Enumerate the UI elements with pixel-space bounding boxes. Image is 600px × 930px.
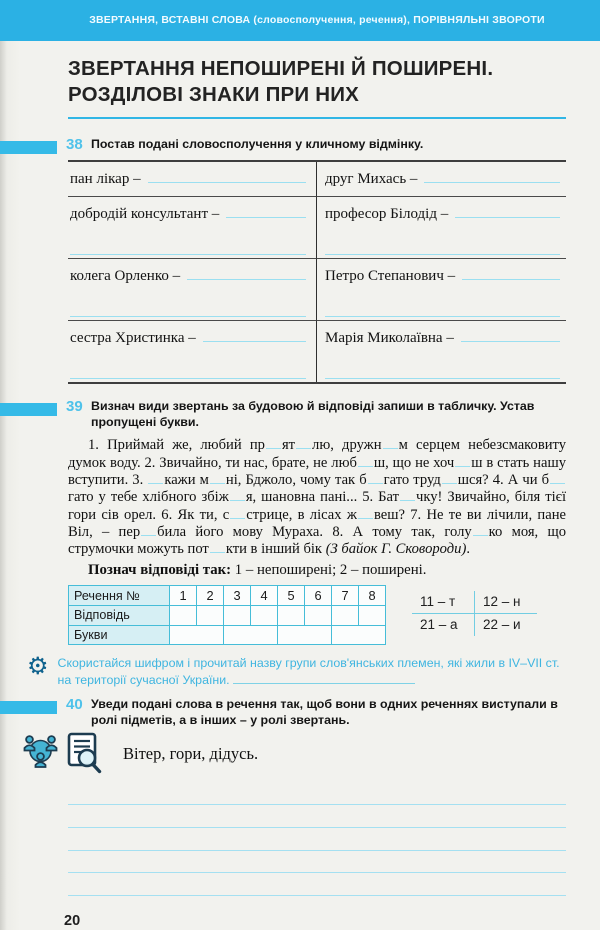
sentence-number-cell: 4 xyxy=(250,586,277,605)
phrase-label: колега Орленко – xyxy=(70,268,181,285)
exercise-39 xyxy=(0,399,600,688)
letter-gap[interactable] xyxy=(383,437,398,449)
answer-line[interactable] xyxy=(325,353,560,379)
writing-line[interactable] xyxy=(68,782,566,805)
answer-blank[interactable] xyxy=(424,167,560,183)
letter-gap[interactable] xyxy=(473,524,488,536)
sentence-number-cell: 2 xyxy=(196,586,223,605)
vocative-cell xyxy=(317,259,566,321)
answer-line[interactable] xyxy=(325,229,560,255)
writing-line[interactable] xyxy=(68,828,566,851)
letter-gap[interactable] xyxy=(210,472,225,484)
vocative-cell xyxy=(317,197,566,259)
vocative-cell xyxy=(317,162,566,197)
vocative-cell xyxy=(317,321,566,382)
phrase-label: професор Білодід – xyxy=(325,206,449,223)
cipher-key xyxy=(412,591,537,636)
title-divider xyxy=(68,117,566,119)
group-work-icon xyxy=(22,731,59,776)
exercise-38-instruction: Постав подані словосполучення у кличному відмінку. xyxy=(91,137,424,152)
answer-cell[interactable] xyxy=(196,605,223,625)
letter-gap[interactable] xyxy=(266,437,281,449)
exercise-38-number: 38 xyxy=(66,136,83,154)
answer-cell[interactable] xyxy=(223,605,250,625)
page-number: 20 xyxy=(64,913,81,930)
cipher-cell: 21 – а xyxy=(412,614,475,636)
letters-cell[interactable] xyxy=(223,625,277,645)
vocative-cell xyxy=(68,321,317,382)
letter-gap[interactable] xyxy=(148,472,163,484)
phrase-label: сестра Христинка – xyxy=(70,330,196,347)
answers-table xyxy=(68,585,386,645)
answer-blank[interactable] xyxy=(226,202,306,218)
vocative-table xyxy=(68,160,566,384)
writing-lines xyxy=(68,782,566,896)
sentence-number-cell: 3 xyxy=(223,586,250,605)
hint-block xyxy=(27,654,566,688)
phrase-label: добродій консультант – xyxy=(70,206,220,223)
exercise-39-instruction: Визнач види звертань за будовою й відповіді запиши в табличку. Устав пропущені букви. xyxy=(91,399,535,429)
chapter-banner xyxy=(0,0,600,41)
answer-blank[interactable] xyxy=(203,326,306,342)
phrase-label: Петро Степанович – xyxy=(325,268,456,285)
answer-cell[interactable] xyxy=(169,605,196,625)
cipher-cell: 11 – т xyxy=(412,591,475,614)
letter-gap[interactable] xyxy=(455,455,470,467)
answer-blank[interactable] xyxy=(187,264,306,280)
letter-gap[interactable] xyxy=(210,541,225,553)
exercise-39-text: 1. Приймай же, любий пр ят лю, дружн м серцем небезсмаковиту думок воду. 2. Звичайно, ти нас, брате, не люб ш, що не хоч ш в стать нашу вступити. 3. кажи м ні, Бджоло, чому так б гато труд шся? 4. А чи бгато у тебе хлібного збіж я, шановна пані... 5. Бат чку! Звичайно, біля тієї гори сів орел. 6. Як ти, с стрице, в лісах ж веш? 7. Не те ви лічили, пане Віл, – пер била його мову Мураха. 8. А тому так, голу ко моя, що струмочки можуть пот кти в інший бік (З байок Г. Сковороди). xyxy=(68,437,567,558)
answer-line[interactable] xyxy=(325,291,560,317)
page-title: ЗВЕРТАННЯ НЕПОШИРЕНІ Й ПОШИРЕНІ. РОЗДІЛОВІ ЗНАКИ ПРИ НИХ xyxy=(68,57,494,106)
answer-blank[interactable] xyxy=(461,326,560,342)
exercise-40-number: 40 xyxy=(66,696,83,714)
exercise-39-number: 39 xyxy=(66,398,83,416)
letter-gap[interactable] xyxy=(296,437,311,449)
exercise-40 xyxy=(0,697,600,896)
vocative-cell xyxy=(68,259,317,321)
hint-text: Скористайся шифром і прочитай назву групи слов'янських племен, які жили в IV–VII ст. на території сучасної України. xyxy=(57,656,560,687)
row-label: Відповідь xyxy=(69,605,169,625)
letter-gap[interactable] xyxy=(400,489,415,501)
answer-blank[interactable] xyxy=(148,167,306,183)
phrase-label: Марія Миколаївна – xyxy=(325,330,454,347)
answer-blank[interactable] xyxy=(462,264,560,280)
letter-gap[interactable] xyxy=(550,472,565,484)
exercise-40-marker xyxy=(0,701,57,714)
hint-answer-blank[interactable] xyxy=(233,673,415,684)
answer-cell[interactable] xyxy=(331,605,358,625)
exercise-40-instruction: Уведи подані слова в речення так, щоб вони в одних реченнях виступали в ролі підметів, а в інших – у ролі звертань. xyxy=(91,697,558,727)
answer-blank[interactable] xyxy=(455,202,560,218)
writing-line[interactable] xyxy=(68,851,566,874)
letter-gap[interactable] xyxy=(442,472,457,484)
vocative-cell xyxy=(68,197,317,259)
answer-cell[interactable] xyxy=(304,605,331,625)
chapter-banner-text: ЗВЕРТАННЯ, ВСТАВНІ СЛОВА (словосполучення, речення), ПОРІВНЯЛЬНІ ЗВОРОТИ xyxy=(89,14,545,26)
sentence-number-cell: 1 xyxy=(169,586,196,605)
text-source: (З байок Г. Сковороди) xyxy=(325,541,467,558)
sentence-number-cell: 8 xyxy=(358,586,385,605)
vocative-cell xyxy=(68,162,317,197)
answer-cell[interactable] xyxy=(358,605,385,625)
row-label: Речення № xyxy=(69,586,169,605)
writing-line[interactable] xyxy=(68,805,566,828)
phrase-label: пан лікар – xyxy=(70,171,141,188)
exercise-38 xyxy=(0,137,600,384)
answer-line[interactable] xyxy=(70,353,306,379)
answer-line[interactable] xyxy=(70,291,306,317)
letter-gap[interactable] xyxy=(230,507,245,519)
exercise-39-marker xyxy=(0,403,57,416)
word-list: Вітер, гори, дідусь. xyxy=(123,744,259,764)
letter-gap[interactable] xyxy=(230,489,245,501)
gear-icon: ⚙ xyxy=(27,653,49,681)
writing-line[interactable] xyxy=(68,873,566,896)
answer-cell[interactable] xyxy=(277,605,304,625)
exercise-38-marker xyxy=(0,141,57,154)
answer-line[interactable] xyxy=(70,229,306,255)
sentence-number-cell: 7 xyxy=(331,586,358,605)
document-search-icon xyxy=(65,731,105,780)
answer-cell[interactable] xyxy=(250,605,277,625)
phrase-label: друг Михась – xyxy=(325,171,418,188)
letters-cell[interactable] xyxy=(277,625,331,645)
letter-gap[interactable] xyxy=(368,472,383,484)
letter-gap[interactable] xyxy=(358,507,373,519)
letter-gap[interactable] xyxy=(358,455,373,467)
letter-gap[interactable] xyxy=(141,524,156,536)
cipher-cell: 12 – н xyxy=(475,591,537,614)
answer-legend: Познач відповіді так: 1 – непоширені; 2 – поширені. xyxy=(88,562,427,579)
cipher-cell: 22 – и xyxy=(483,617,521,633)
row-label: Букви xyxy=(69,625,169,645)
gapped-text: 1. Приймай же, любий пр ят лю, дружн м серцем небезсмаковиту думок воду. 2. Звичайно, ти нас, брате, не люб ш, що не хоч ш в стать нашу вступити. 3. кажи м ні, Бджоло, чому так б гато труд шся? 4. А чи бгато у тебе хлібного збіж я, шановна пані... 5. Бат чку! Звичайно, біля тієї гори сів орел. 6. Як ти, с стрице, в лісах ж веш? 7. Не те ви лічили, пане Віл, – пер била його мову Мураха. 8. А тому так, голу ко моя, що струмочки можуть пот кти в інший бік xyxy=(68,437,567,558)
sentence-number-cell: 6 xyxy=(304,586,331,605)
page-footer xyxy=(64,912,600,930)
letters-cell[interactable] xyxy=(169,625,223,645)
letters-cell[interactable] xyxy=(331,625,385,645)
sentence-number-cell: 5 xyxy=(277,586,304,605)
